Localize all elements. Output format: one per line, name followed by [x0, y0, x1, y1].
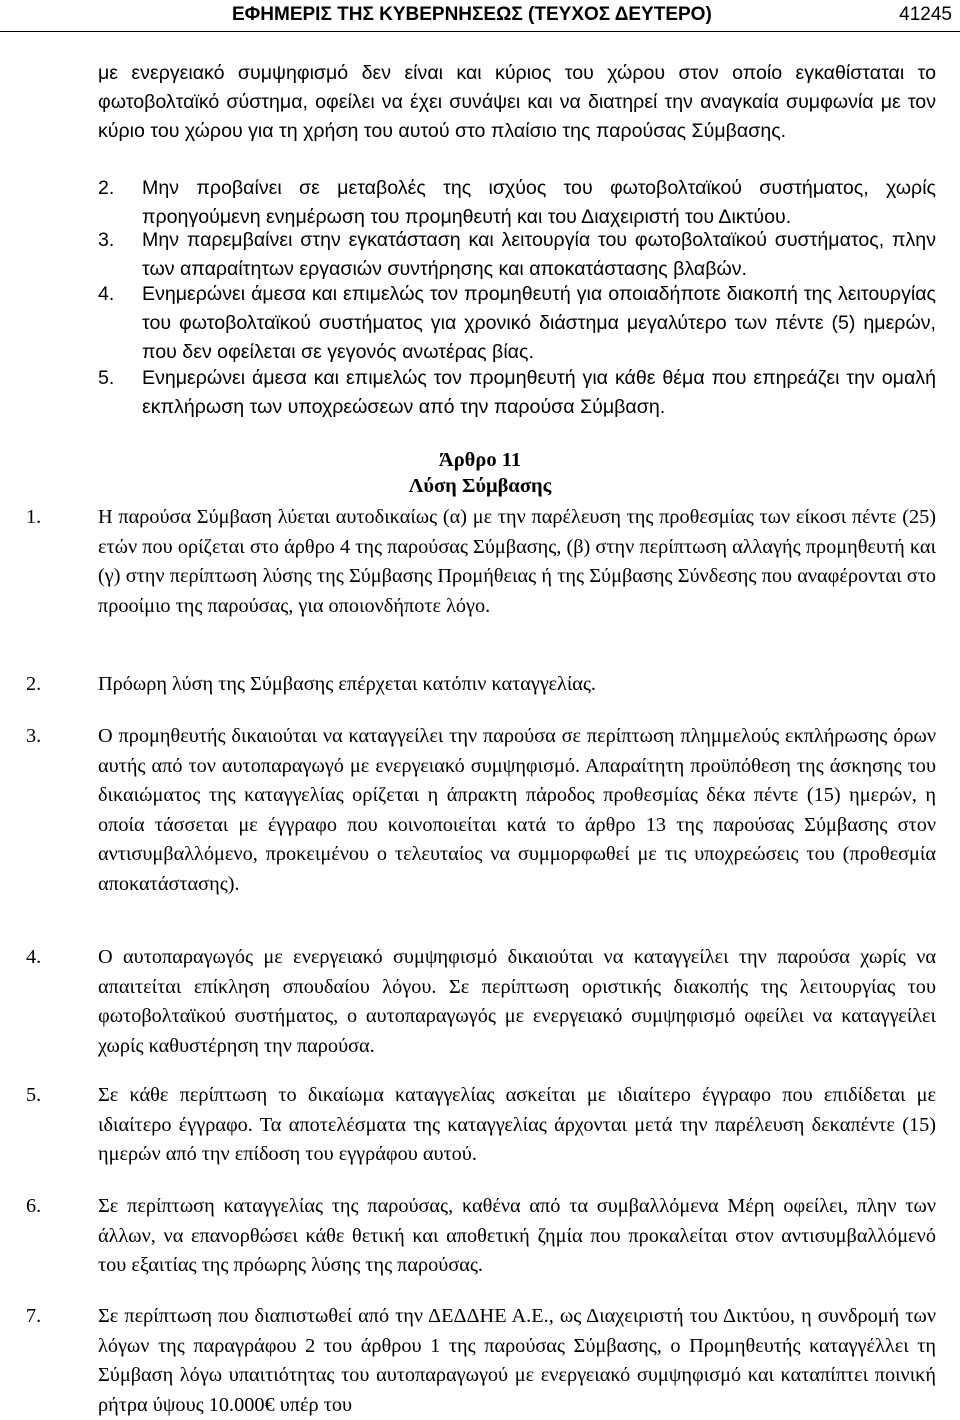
article-item-text: Σε περίπτωση καταγγελίας της παρούσας, καθένα από τα συμβαλλόμενα Μέρη οφείλει, πλην των άλλων, να επανορθώσει κάθε θετική και αποθετική ζημία που προκαλείται στον αντισυμβαλλόμενό του εξαιτίας της πρόωρης λύσης της παρούσας. [98, 1195, 936, 1276]
page-number: 41245 [899, 4, 952, 25]
article-item-number: 6. [26, 1195, 42, 1217]
article-subheading: Λύση Σύμβασης [408, 475, 552, 497]
page-header [0, 0, 960, 32]
prev-item-text: Μην προβαίνει σε μεταβολές της ισχύος του φωτοβολταϊκού συστήματος, χωρίς προηγούμενη ενημέρωση του προμηθευτή και του Διαχειριστή του Δικτύου. [142, 177, 936, 228]
prev-item-text: Ενημερώνει άμεσα και επιμελώς τον προμηθευτή για κάθε θέμα που επηρεάζει την ομαλή εκπλήρωση των υποχρεώσεων από την παρούσα Σύμβαση. [142, 367, 936, 418]
article-item-number: 4. [26, 946, 42, 968]
article-item-text: Ο αυτοπαραγωγός με ενεργειακό συμψηφισμό δικαιούται να καταγγείλει την παρούσα χωρίς να απαιτείται επίκληση σπουδαίου λόγου. Σε περίπτωση οριστικής διακοπής της λειτουργίας του φωτοβολταϊκού συστήματος, ο αυτοπαραγωγός με ενεργειακό συμψηφισμό οφείλει να καταγγείλει χωρίς καθυστέρηση την παρούσα. [98, 946, 936, 1057]
article-item-number: 7. [26, 1305, 42, 1327]
article-item-text: Ο προμηθευτής δικαιούται να καταγγείλει την παρούσα σε περίπτωση πλημμελούς εκπλήρωσης όρων αυτής από τον αυτοπαραγωγό με ενεργειακό συμψηφισμό. Απαραίτητη προϋπόθεση της άσκησης του δικαιώματος της καταγγελίας ορίζεται η άπρακτη πάροδος προθεσμίας δέκα πέντε (15) ημερών, η οποία τάσσεται με έγγραφο που κοινοποιείται κατά το άρθρο 13 της παρούσας Σύμβασης στον αντισυμβαλλόμενο, προκειμένου ο τελευταίος να συμμορφωθεί με τις υποχρεώσεις του (προθεσμία αποκατάστασης). [98, 725, 936, 895]
article-item-text: Η παρούσα Σύμβαση λύεται αυτοδικαίως (α) με την παρέλευση της προθεσμίας των είκοσι πέντε (25) ετών που ορίζεται στο άρθρο 4 της παρούσας Σύμβασης, (β) στην περίπτωση αλλαγής προμηθευτή και (γ) στην περίπτωση λύσης της Σύμβασης Προμήθειας ή της Σύμβασης Σύνδεσης που αναφέρονται στο προοίμιο της παρούσας, για οποιονδήποτε λόγο. [98, 506, 936, 617]
article-item-number: 5. [26, 1084, 42, 1106]
prev-item-number: 3. [98, 229, 115, 251]
article-item-text: Σε περίπτωση που διαπιστωθεί από την ΔΕΔΔΗΕ Α.Ε., ως Διαχειριστή του Δικτύου, η συνδρομή των λόγων της παραγράφου 2 του άρθρου 1 της παρούσας Σύμβασης, ο Προμηθευτής καταγγέλλει τη Σύμβαση λόγω υπαιτιότητας του αυτοπαραγωγού με ενεργειακό συμψηφισμό και καταπίπτει ποινική ρήτρα ύψους 10.000€ υπέρ του [98, 1305, 936, 1416]
prev-item-text: Ενημερώνει άμεσα και επιμελώς τον προμηθευτή για οποιαδήποτε διακοπή της λειτουργίας του φωτοβολταϊκού συστήματος για χρονικό διάστημα μεγαλύτερο των πέντε (5) ημερών, που δεν οφείλεται σε γεγονός ανωτέρας βίας. [142, 283, 936, 363]
article-item-number: 1. [26, 506, 42, 528]
article-item-text: Σε κάθε περίπτωση το δικαίωμα καταγγελίας ασκείται με ιδιαίτερο έγγραφο που επιδίδεται με ιδιαίτερο έγγραφο. Τα αποτελέσματα της καταγγελίας άρχονται μετά την παρέλευση δεκαπέντε (15) ημερών από την επίδοση του εγγράφου αυτού. [98, 1084, 936, 1165]
article-item-number: 2. [26, 673, 42, 695]
prev-item-number: 2. [98, 177, 115, 199]
prev-item-number: 4. [98, 283, 115, 305]
prev-item-number: 5. [98, 367, 115, 389]
article-item-number: 3. [26, 725, 42, 747]
prev-item-text: Μην παρεμβαίνει στην εγκατάσταση και λειτουργία του φωτοβολταϊκού συστήματος, πλην των απαραίτητων εργασιών συντήρησης και αποκατάστασης βλαβών. [142, 229, 936, 280]
article-item-text: Πρόωρη λύση της Σύμβασης επέρχεται κατόπιν καταγγελίας. [98, 673, 596, 695]
article-heading: Άρθρο 11 [438, 449, 522, 471]
gazette-title: ΕΦΗΜΕΡΙΣ ΤΗΣ ΚΥΒΕΡΝΗΣΕΩΣ (ΤΕΥΧΟΣ ΔΕΥΤΕΡΟ) [232, 4, 712, 25]
continuation-paragraph: με ενεργειακό συμψηφισμό δεν είναι και κύριος του χώρου στον οποίο εγκαθίσταται το φωτοβολταϊκό σύστημα, οφείλει να έχει συνάψει και να διατηρεί την αναγκαία συμφωνία με τον κύριο του χώρου για τη χρήση του αυτού στο πλαίσιο της παρούσας Σύμβασης. [98, 62, 936, 142]
